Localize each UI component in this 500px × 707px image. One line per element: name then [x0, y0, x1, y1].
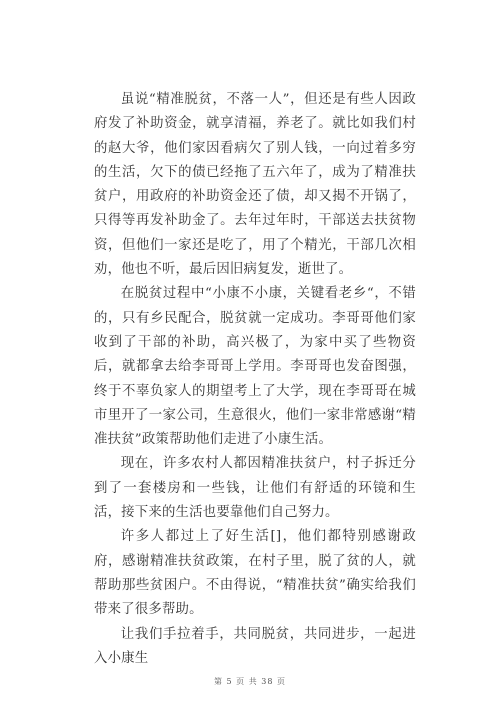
paragraph-1: 虽说“精准脱贫，不落一人”，但还是有些人因政府发了补助资金，就享清福，养老了。就比如我们村的赵大爷，他们家因看病欠了别人钱，一向过着多穷的生活，欠下的债已经拖了五六年了，成为了精准扶贫户，用政府的补助资金还了债，却又揭不开锅了，只得等再发补助金了。去年过年时，干部送去扶贫物资，但他们一家还是吃了，用了个精光，干部几次相劝，他也不听，最后因旧病复发，逝世了。: [94, 92, 416, 278]
paragraph-2: 在脱贫过程中“小康不小康，关键看老乡“，不错的，只有乡民配合，脱贫就一定成功。李哥哥他们家收到了干部的补助，高兴极了，为家中买了些物资后，就都拿去给李哥哥上学用。李哥哥也发奋图强，终于不辜负家人的期望考上了大学，现在李哥哥在城市里开了一家公司，生意很火，他们一家非常感谢“精准扶贫”政策帮助他们走进了小康生活。: [94, 286, 416, 448]
paragraph-5: 让我们手拉着手，共同脱贫，共同进步，一起进入小康生: [94, 626, 416, 666]
paragraph-3: 现在，许多农村人都因精准扶贫户，村子拆迁分到了一套楼房和一些钱，让他们有舒适的环镜和生活，接下来的生活也要靠他们自己努力。: [94, 456, 416, 521]
paragraph-4: 许多人都过上了好生活[]，他们都特别感谢政府，感谢精准扶贫政策，在村子里，脱了贫的人，就帮助那些贫困户。不由得说，“精准扶贫”确实给我们带来了很多帮助。: [94, 529, 416, 618]
document-body: [94, 88, 416, 671]
page-number-footer: 第 5 页 共 38 页: [214, 677, 286, 686]
